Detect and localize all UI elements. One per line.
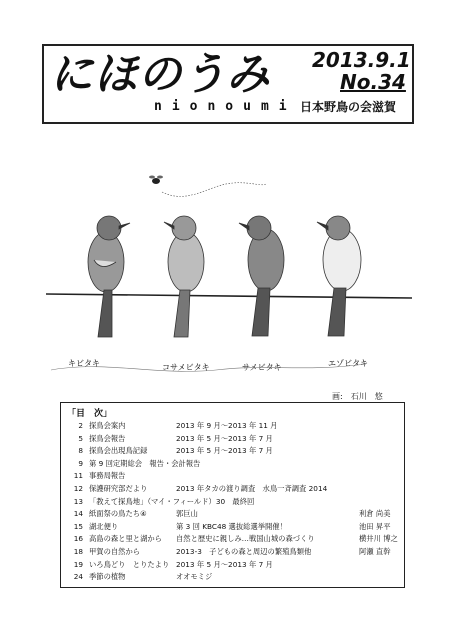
toc-row	[61, 483, 406, 494]
toc-row	[61, 571, 406, 582]
masthead-romaji: nionoumi	[154, 99, 297, 114]
toc-article-title: 湖北便り	[89, 521, 119, 531]
toc-page-number: 5	[78, 433, 83, 443]
toc-article-title: 第 9 回定期総会 報告・会計報告	[89, 458, 201, 468]
toc-article-title: 甲賀の自然から	[89, 547, 141, 556]
toc-page-number: 9	[78, 458, 83, 468]
bird-samebitaki	[239, 216, 284, 336]
toc-author: 阿瀬 直幹	[359, 547, 391, 556]
toc-page-number: 16	[73, 534, 83, 544]
label-ezobitaki: エゾビタキ	[328, 359, 368, 368]
table-of-contents	[60, 402, 405, 588]
toc-page-number: 19	[73, 559, 83, 569]
masthead-logo: にほのうみ	[50, 49, 271, 100]
toc-row	[61, 470, 406, 481]
toc-page-number: 8	[78, 446, 83, 456]
toc-page-number: 15	[73, 521, 83, 531]
toc-article-title: いろ鳥どり とりたより	[89, 559, 170, 569]
toc-article-detail: 2013 年 5 月～2013 年 7 月	[176, 446, 273, 456]
toc-article-detail: 自然と歴史に親しみ…戦国山城の森づくり	[176, 534, 315, 544]
toc-article-detail: 第 3 回 KBC48 選抜総選挙開催！	[176, 521, 287, 531]
bird-kibitaki	[88, 216, 130, 337]
toc-row	[61, 420, 406, 431]
toc-article-detail: 2013 年 5 月～2013 年 7 月	[176, 433, 273, 443]
toc-row	[61, 559, 406, 570]
toc-page-number: 24	[73, 572, 83, 582]
toc-row	[61, 546, 406, 557]
toc-row	[61, 433, 406, 444]
issue-number: No.34	[340, 70, 406, 94]
toc-article-detail: オオモミジ	[176, 572, 213, 582]
toc-article-title: 事務局報告	[89, 471, 126, 481]
toc-article-detail: 郭巨山	[176, 509, 198, 519]
toc-article-detail: 2013 年 5 月～2013 年 7 月	[176, 559, 273, 569]
toc-article-title: 保護研究部だより	[89, 484, 148, 493]
organization-name: 日本野鳥の会滋賀	[300, 100, 397, 114]
label-kibitaki: キビタキ	[68, 359, 100, 368]
illustration-credit: 画: 石川 悠	[332, 392, 383, 401]
toc-article-title: 季節の植物	[89, 572, 126, 582]
toc-author: 池田 昇平	[359, 521, 391, 531]
toc-article-detail: 2013-3 子どもの森と周辺の繁殖鳥類他	[176, 547, 312, 556]
toc-author: 利倉 尚美	[359, 509, 391, 519]
toc-title: 「目 次」	[67, 409, 113, 419]
toc-article-title: 探鳥会出現鳥記録	[89, 446, 148, 456]
toc-page-number: 2	[78, 421, 83, 430]
toc-article-title: 高島の森と里と湖から	[89, 534, 162, 544]
toc-article-title: 探鳥会案内	[89, 421, 126, 430]
toc-article-detail: 2013 年タカの渡り調査 水鳥一斉調査 2014	[176, 484, 328, 493]
bird-kosamebitaki	[164, 216, 204, 337]
toc-row	[61, 508, 406, 519]
masthead	[42, 44, 414, 124]
flycatcher-illustration	[46, 132, 412, 388]
issue-date: 2013.9.1	[312, 48, 411, 72]
toc-row	[61, 458, 406, 469]
toc-page-number: 14	[73, 509, 83, 519]
toc-article-title: 紙面祭の鳥たち④	[89, 509, 147, 519]
toc-article-title: 探鳥会報告	[89, 433, 126, 443]
label-kosamebitaki: コサメビタキ	[162, 363, 210, 372]
fly-icon	[149, 176, 163, 185]
label-samebitaki: サメビタキ	[242, 363, 282, 372]
toc-row	[61, 445, 406, 456]
toc-row	[61, 521, 406, 532]
toc-article-title: 「教えて探鳥地」（マイ・フィールド）30 最終回	[89, 496, 255, 506]
toc-article-detail: 2013 年 9 月～2013 年 11 月	[176, 421, 278, 430]
toc-page-number: 18	[73, 547, 83, 556]
toc-row	[61, 496, 406, 507]
toc-page-number: 13	[73, 496, 83, 506]
toc-author: 横井川 博之	[359, 534, 398, 544]
toc-page-number: 12	[73, 484, 83, 493]
toc-page-number: 11	[73, 471, 83, 481]
bird-ezobitaki	[317, 216, 361, 336]
toc-row	[61, 533, 406, 544]
